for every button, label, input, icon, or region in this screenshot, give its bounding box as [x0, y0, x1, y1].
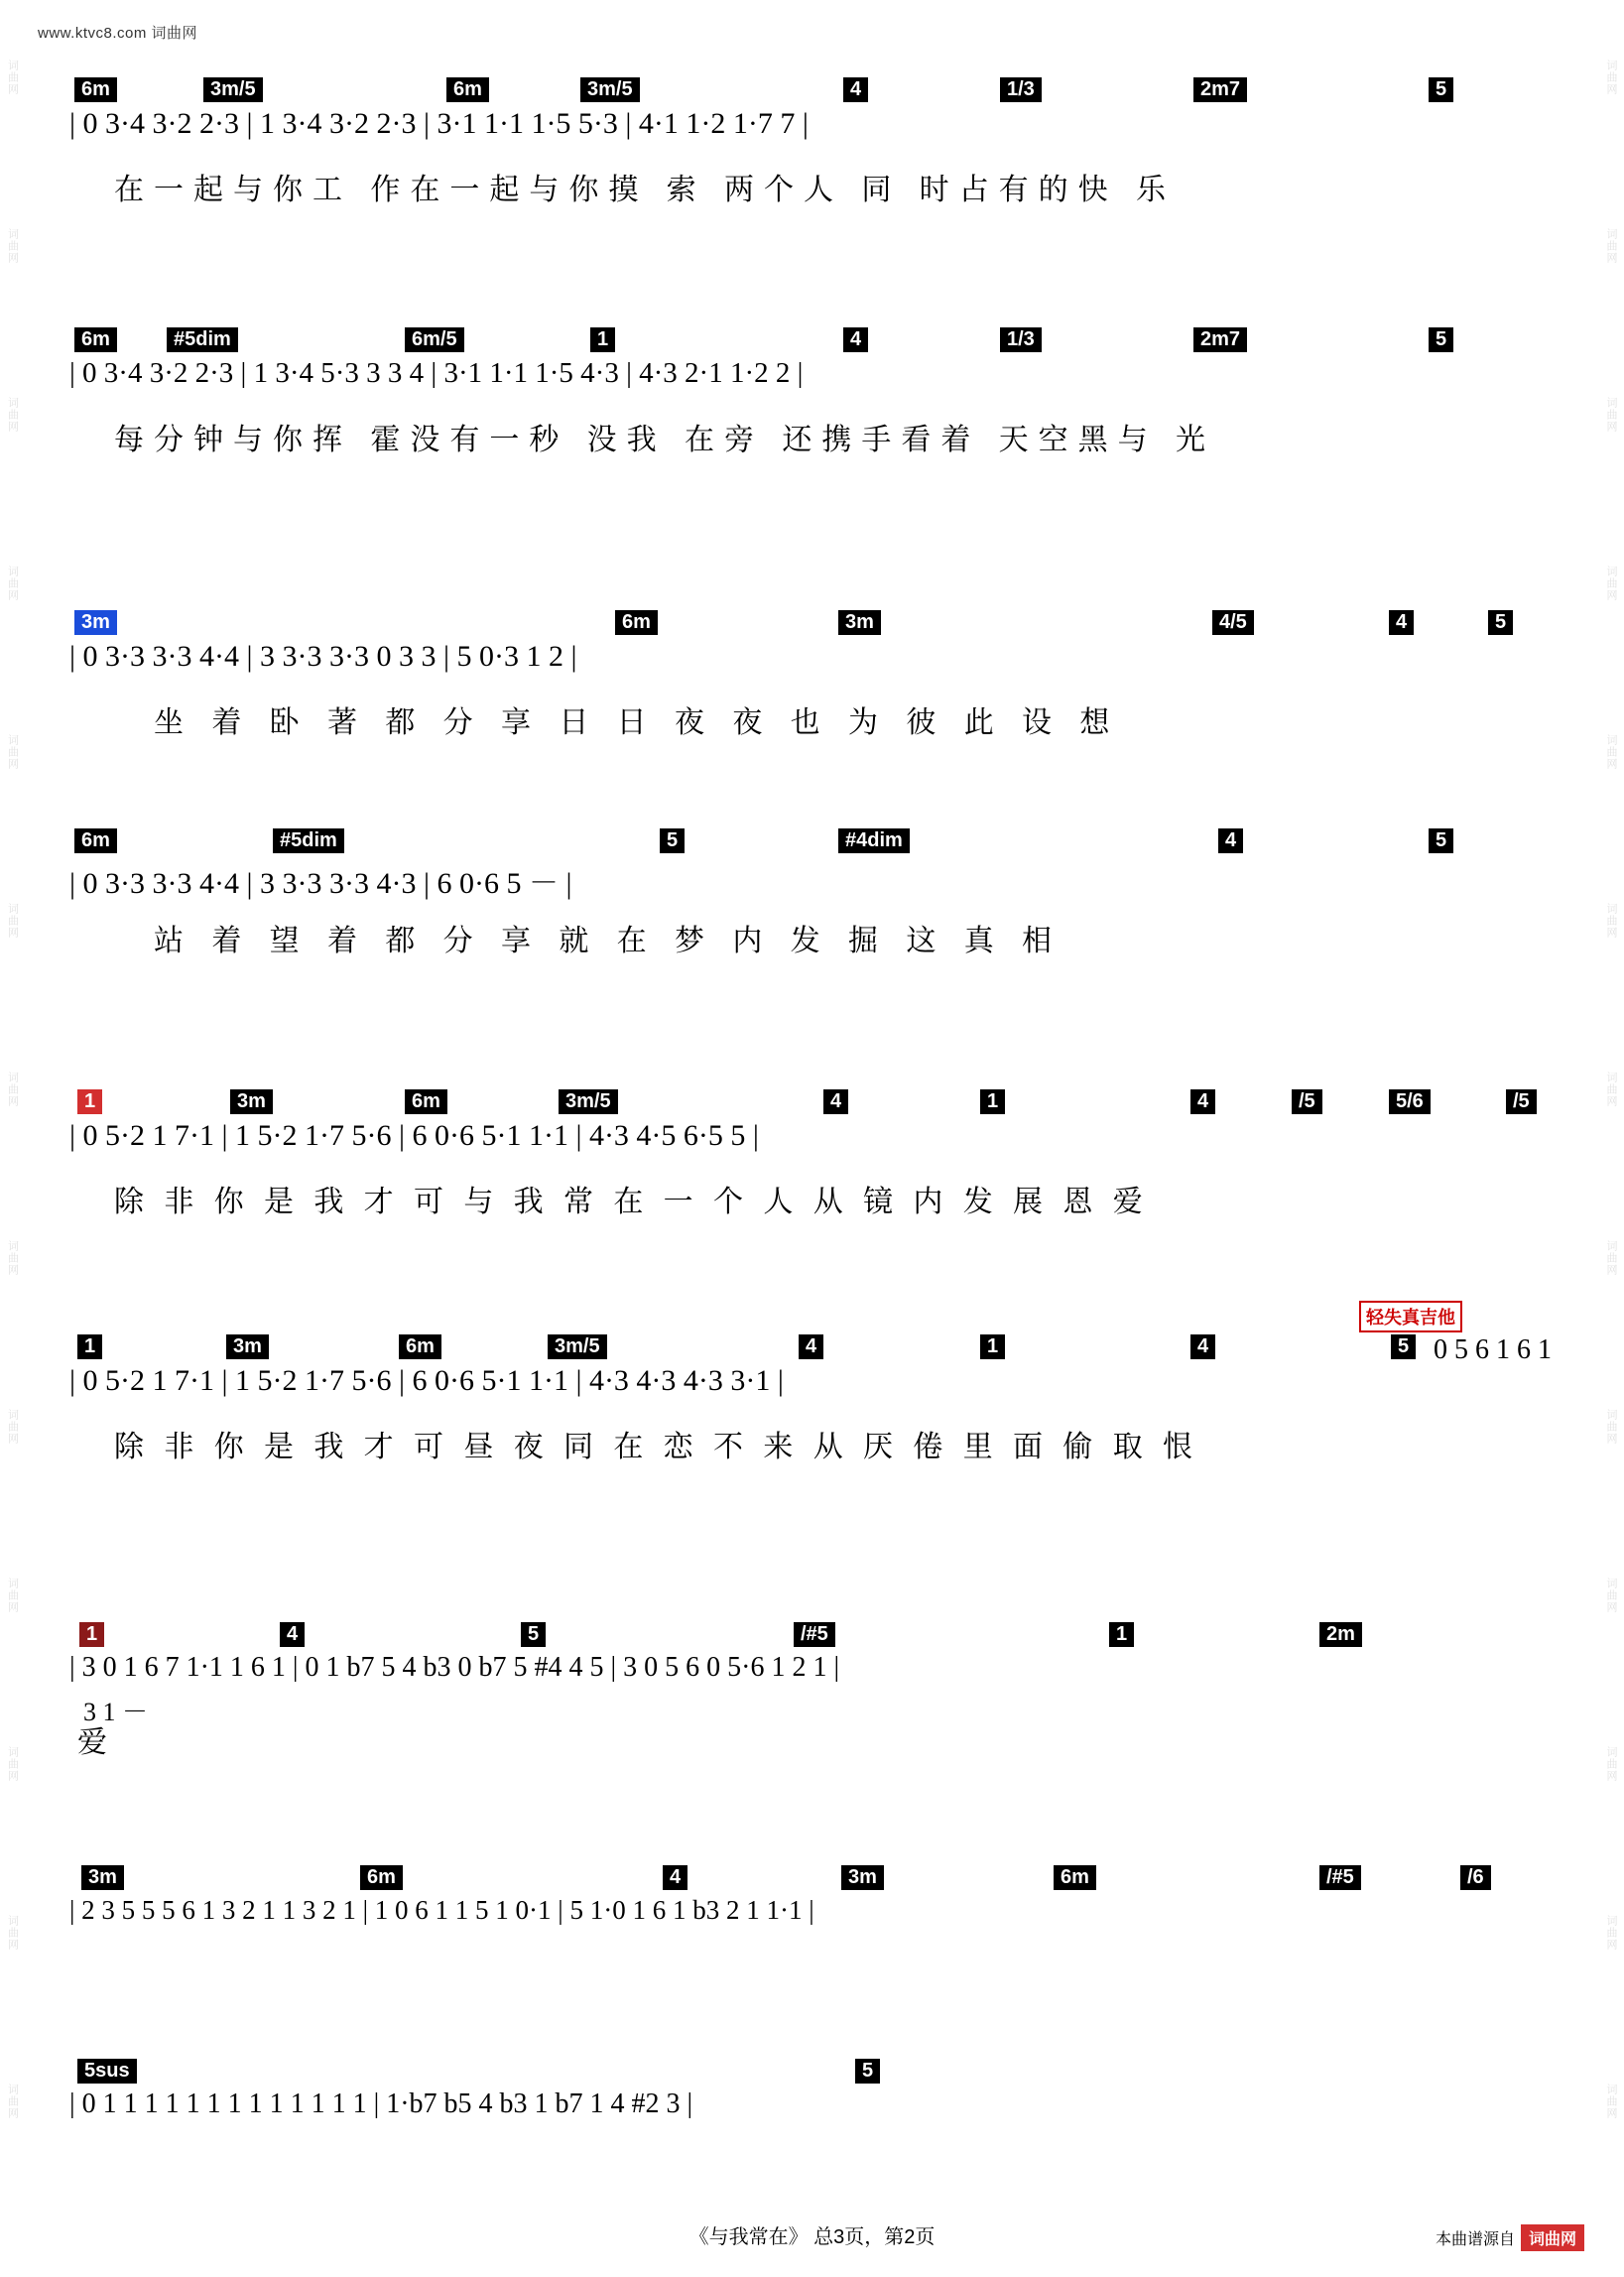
music-system-8: [0, 1865, 1624, 1953]
chord-symbol[interactable]: 4: [1389, 610, 1414, 635]
chord-row: [0, 1089, 1624, 1119]
chord-symbol[interactable]: 1: [980, 1089, 1005, 1114]
chord-symbol[interactable]: 5: [1429, 77, 1453, 102]
chord-symbol[interactable]: 1: [79, 1622, 104, 1647]
source-note: [1436, 2224, 1584, 2251]
notation-line: | 0 3·3 3·3 4·4 | 3 3·3 3·3 0 3 3 | 5 0·3 1 2 |: [69, 640, 577, 673]
chord-symbol[interactable]: 3m: [838, 610, 881, 635]
chord-symbol[interactable]: 1/3: [1000, 77, 1042, 102]
music-system-4: [0, 828, 1624, 963]
chord-symbol[interactable]: 5sus: [77, 2059, 137, 2084]
chord-symbol[interactable]: 6m: [360, 1865, 403, 1890]
lyric-row: [0, 697, 1624, 745]
watermark: 词曲网: [1605, 566, 1617, 601]
watermark: 词曲网: [1605, 734, 1617, 770]
watermark: 词曲网: [6, 1915, 19, 1951]
watermark: 词曲网: [6, 2084, 19, 2119]
chord-symbol[interactable]: 6m: [405, 1089, 447, 1114]
lyric-line: 爱: [77, 1726, 117, 1759]
chord-symbol[interactable]: 4: [663, 1865, 687, 1890]
chord-symbol[interactable]: 3m: [230, 1089, 273, 1114]
chord-symbol[interactable]: 3m/5: [203, 77, 263, 102]
chord-symbol[interactable]: 4: [843, 327, 868, 352]
lyric-line: 除 非 你 是 我 才 可 与 我 常 在 一 个 人 从 镜 内 发 展 恩 爱: [114, 1186, 1149, 1218]
chord-symbol[interactable]: /5: [1292, 1089, 1322, 1114]
notation-line: | 3 0 1 6 7 1·1 1 6 1 | 0 1 b7 5 4 b3 0 b7 5 #4 4 5 | 3 0 5 6 0 5·6 1 2 1 |: [69, 1652, 840, 1683]
chord-symbol[interactable]: 6m: [615, 610, 658, 635]
watermark: 词曲网: [6, 1409, 19, 1445]
watermark: 词曲网: [1605, 397, 1617, 433]
notation-line: | 2 3 5 5 5 6 1 3 2 1 1 3 2 1 | 1 0 6 1 1 5 1 0·1 | 5 1·0 1 6 1 b3 2 1 1·1 |: [69, 1895, 814, 1925]
chord-symbol[interactable]: 3m: [74, 610, 117, 635]
watermark: 词曲网: [6, 60, 19, 95]
chord-symbol[interactable]: 3m/5: [559, 1089, 618, 1114]
watermark: 词曲网: [6, 1240, 19, 1276]
note-row: [0, 858, 1624, 916]
lyric-row: [0, 1717, 1624, 1765]
chord-symbol[interactable]: 5: [1488, 610, 1513, 635]
chord-symbol[interactable]: /#5: [1319, 1865, 1361, 1890]
note-row: [0, 1119, 1624, 1177]
chord-symbol[interactable]: 6m: [446, 77, 489, 102]
chord-row: [0, 327, 1624, 357]
chord-row: [0, 77, 1624, 107]
chord-symbol[interactable]: 6m: [1054, 1865, 1096, 1890]
chord-row: [0, 1308, 1624, 1365]
watermark: 词曲网: [6, 228, 19, 264]
chord-symbol[interactable]: /#5: [794, 1622, 835, 1647]
chord-symbol[interactable]: 5: [1429, 327, 1453, 352]
chord-symbol[interactable]: 6m: [74, 828, 117, 853]
watermark: 词曲网: [6, 1578, 19, 1613]
chord-symbol[interactable]: 6m: [74, 77, 117, 102]
chord-row: [0, 1622, 1624, 1652]
chord-symbol[interactable]: #5dim: [167, 327, 238, 352]
note-row: [0, 640, 1624, 697]
lyric-line: 每分钟与你挥 霍没有一秒 没我 在旁 还携手看着 天空黑与 光: [114, 424, 1216, 456]
source-badge[interactable]: 词曲网: [1521, 2224, 1584, 2251]
chord-symbol[interactable]: 1: [77, 1334, 102, 1359]
site-url: www.ktvc8.com 词曲网: [38, 25, 198, 42]
chord-symbol[interactable]: 3m: [226, 1334, 269, 1359]
chord-symbol[interactable]: /5: [1506, 1089, 1537, 1114]
watermark: 词曲网: [1605, 1240, 1617, 1276]
chord-symbol[interactable]: 5: [1429, 828, 1453, 853]
lyric-row: [0, 1422, 1624, 1469]
chord-symbol[interactable]: 4: [1190, 1334, 1215, 1359]
chord-symbol[interactable]: 3m: [841, 1865, 884, 1890]
watermark: 词曲网: [1605, 1072, 1617, 1107]
chord-symbol[interactable]: 1: [590, 327, 615, 352]
chord-symbol[interactable]: 1: [1109, 1622, 1134, 1647]
page-footer: 《与我常在》 总3页，第2页: [688, 2226, 936, 2248]
note-row: [0, 1364, 1624, 1422]
chord-symbol[interactable]: 1: [980, 1334, 1005, 1359]
music-system-5: [0, 1089, 1624, 1224]
chord-symbol[interactable]: 1/3: [1000, 327, 1042, 352]
chord-symbol[interactable]: 3m: [81, 1865, 124, 1890]
chord-symbol[interactable]: #4dim: [838, 828, 910, 853]
note-row: [0, 107, 1624, 165]
chord-symbol[interactable]: 6m: [74, 327, 117, 352]
notation-line: | 0 3·4 3·2 2·3 | 1 3·4 5·3 3 3 4 | 3·1 1·1 1·5 4·3 | 4·3 2·1 1·2 2 |: [69, 357, 804, 389]
watermark: 词曲网: [6, 903, 19, 939]
lyric-row: [0, 1177, 1624, 1224]
notation-line: | 0 1 1 1 1 1 1 1 1 1 1 1 1 1 | 1·b7 b5 4 b3 1 b7 1 4 #2 3 |: [69, 2088, 693, 2119]
watermark: 词曲网: [6, 566, 19, 601]
chord-symbol[interactable]: 4: [1190, 1089, 1215, 1114]
chord-row: [0, 828, 1624, 858]
chord-symbol[interactable]: 3m/5: [548, 1334, 607, 1359]
chord-symbol[interactable]: 4/5: [1212, 610, 1254, 635]
note-row: [0, 1895, 1624, 1953]
chord-symbol[interactable]: #5dim: [273, 828, 344, 853]
watermark: 词曲网: [1605, 2084, 1617, 2119]
notation-line: | 0 3·4 3·2 2·3 | 1 3·4 3·2 2·3 | 3·1 1·1 1·5 5·3 | 4·1 1·2 1·7 7 |: [69, 107, 809, 140]
chord-symbol[interactable]: 2m: [1319, 1622, 1362, 1647]
lower-voice-note: 3 1 －: [83, 1698, 149, 1726]
chord-row: [0, 1865, 1624, 1895]
lyric-line: 站 着 望 着 都 分 享 就 在 梦 内 发 掘 这 真 相: [154, 925, 1062, 957]
lyric-line: 在一起与你工 作在一起与你摸 索 两个人 同 时占有的快 乐: [114, 174, 1177, 206]
chord-row: [0, 610, 1624, 640]
notation-line: | 0 5·2 1 7·1 | 1 5·2 1·7 5·6 | 6 0·6 5·1 1·1 | 4·3 4·5 6·5 5 |: [69, 1119, 759, 1152]
watermark: 词曲网: [1605, 1578, 1617, 1613]
watermark: 词曲网: [1605, 60, 1617, 95]
chord-symbol[interactable]: 4: [843, 77, 868, 102]
music-system-3: [0, 610, 1624, 745]
music-system-2: [0, 327, 1624, 462]
chord-symbol[interactable]: 4: [823, 1089, 848, 1114]
source-label: 本曲谱源自: [1435, 2231, 1515, 2248]
chord-symbol[interactable]: 5: [521, 1622, 546, 1647]
note-row: [0, 2088, 1624, 2146]
lyric-row: [0, 165, 1624, 212]
chord-symbol[interactable]: 4: [280, 1622, 305, 1647]
watermark: 词曲网: [6, 397, 19, 433]
note-row: [0, 1652, 1624, 1726]
chord-symbol[interactable]: 1: [77, 1089, 102, 1114]
chord-symbol[interactable]: 5: [660, 828, 685, 853]
watermark: 词曲网: [1605, 228, 1617, 264]
chord-symbol[interactable]: 6m: [399, 1334, 441, 1359]
pickup-notes: 0 5 6 1 6 1: [1434, 1334, 1552, 1365]
watermark: 词曲网: [1605, 1746, 1617, 1782]
chord-symbol[interactable]: 5/6: [1389, 1089, 1431, 1114]
watermark: 词曲网: [1605, 1915, 1617, 1951]
music-system-7: [0, 1622, 1624, 1765]
chord-symbol[interactable]: 4: [1218, 828, 1243, 853]
chord-row: [0, 2059, 1624, 2088]
chord-symbol[interactable]: 5: [855, 2059, 880, 2084]
chord-symbol[interactable]: 2m7: [1193, 77, 1247, 102]
watermark: 词曲网: [6, 1072, 19, 1107]
watermark: 词曲网: [6, 1746, 19, 1782]
lyric-line: 坐 着 卧 著 都 分 享 日 日 夜 夜 也 为 彼 此 设 想: [154, 706, 1120, 739]
lyric-row: [0, 916, 1624, 963]
chord-symbol[interactable]: 2m7: [1193, 327, 1247, 352]
chord-symbol[interactable]: 3m/5: [580, 77, 640, 102]
chord-symbol[interactable]: 6m/5: [405, 327, 464, 352]
watermark: 词曲网: [6, 734, 19, 770]
watermark: 词曲网: [1605, 1409, 1617, 1445]
notation-line: | 0 3·3 3·3 4·4 | 3 3·3 3·3 4·3 | 6 0·6 5 － |: [69, 867, 572, 900]
lyric-line: 除 非 你 是 我 才 可 昼 夜 同 在 恋 不 来 从 厌 倦 里 面 偷 取 恨: [114, 1431, 1199, 1463]
chord-symbol[interactable]: 5: [1391, 1334, 1416, 1359]
note-row: [0, 357, 1624, 415]
chord-symbol[interactable]: 4: [799, 1334, 823, 1359]
music-system-1: [0, 77, 1624, 212]
performance-tag: 轻失真吉他: [1359, 1301, 1462, 1332]
music-system-9: [0, 2059, 1624, 2146]
music-system-6: [0, 1308, 1624, 1469]
chord-symbol[interactable]: /6: [1460, 1865, 1491, 1890]
lyric-row: [0, 415, 1624, 462]
notation-line: | 0 5·2 1 7·1 | 1 5·2 1·7 5·6 | 6 0·6 5·1 1·1 | 4·3 4·3 4·3 3·1 |: [69, 1364, 784, 1397]
watermark: 词曲网: [1605, 903, 1617, 939]
